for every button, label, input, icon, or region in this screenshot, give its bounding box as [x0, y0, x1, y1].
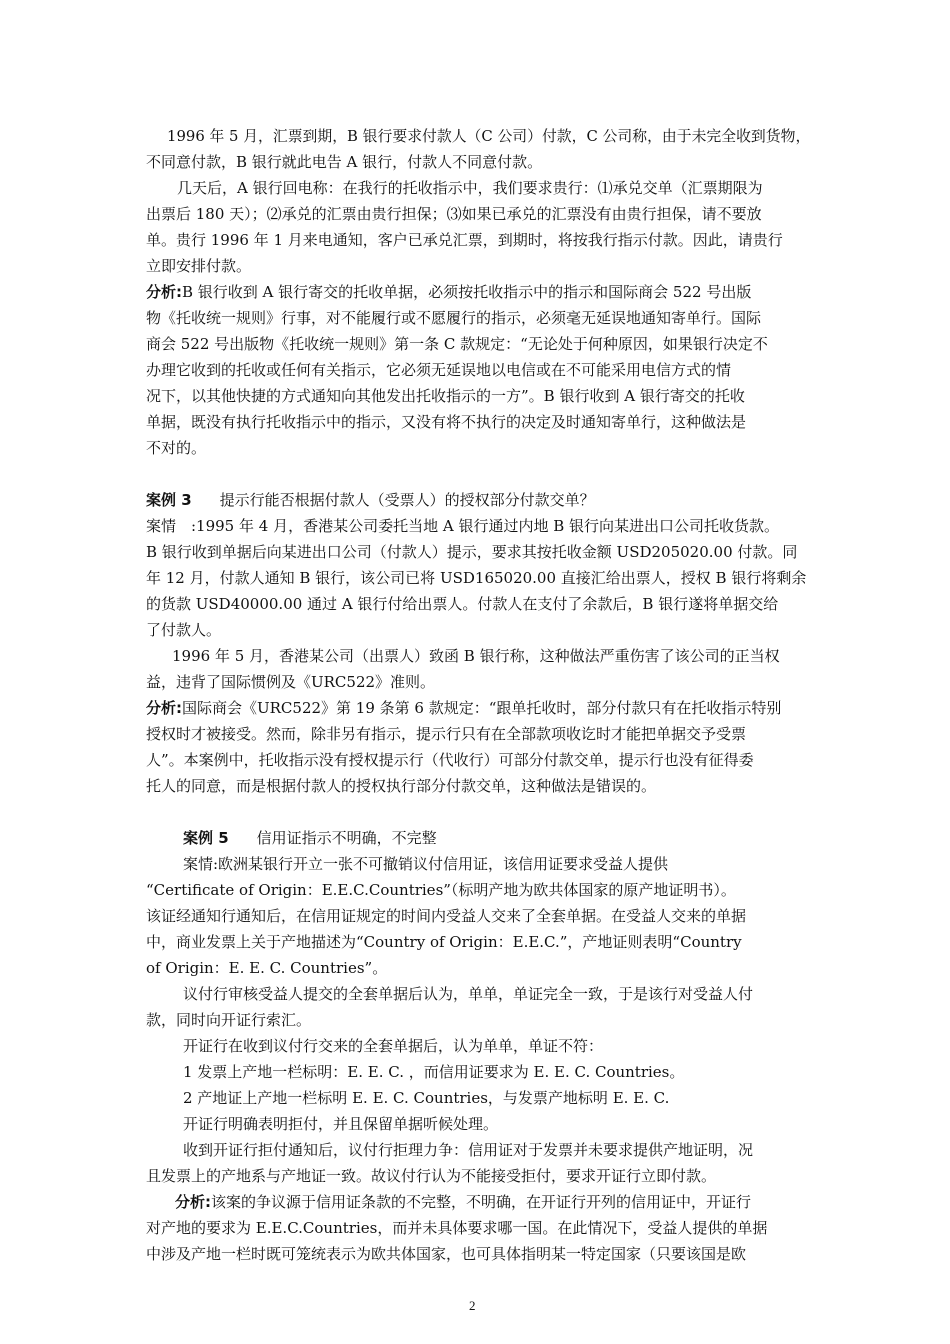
paragraph-line: 1996 年 5 月，汇票到期，B 银行要求付款人（C 公司）付款，C 公司称，由于未完全收到货物， — [167, 127, 811, 145]
case5-heading — [183, 828, 437, 848]
paragraph-line: 且发票上的产地系与产地证一致。故议付行认为不能接受拒付，要求开证行立即付款。 — [146, 1167, 717, 1185]
paragraph-line: 款，同时向开证行索汇。 — [146, 1011, 312, 1029]
paragraph-line: 1996 年 5 月，香港某公司（出票人）致函 B 银行称，这种做法严重伤害了该公司的正当权 — [172, 647, 780, 665]
analysis-line — [146, 698, 781, 718]
paragraph-line: 况下，以其他快捷的方式通知向其他发出托收指示的一方”。B 银行收到 A 银行寄交的托收 — [146, 387, 745, 405]
paragraph-line: B 银行收到单据后向某进出口公司（付款人）提示，要求其按托收金额 USD205020.00 付款。同 — [146, 543, 798, 561]
case-label: 案例 5 — [183, 829, 229, 847]
paragraph-line: 益，违背了国际惯例及《URC522》准则。 — [146, 673, 436, 691]
paragraph-line: “Certificate of Origin：E.E.C.Countries”（标明产地为欧共体国家的原产地证明书）。 — [146, 881, 736, 899]
paragraph-line: 托人的同意，而是根据付款人的授权执行部分付款交单，这种做法是错误的。 — [146, 777, 657, 795]
analysis-label: 分析: — [146, 283, 182, 301]
paragraph-line: 议付行审核受益人提交的全套单据后认为，单单，单证完全一致，于是该行对受益人付 — [183, 985, 754, 1003]
paragraph-line: 几天后，A 银行回电称：在我行的托收指示中，我们要求贵行：⑴承兑交单（汇票期限为 — [177, 179, 763, 197]
paragraph-line: 商会 522 号出版物《托收统一规则》第一条 C 款规定：“无论处于何种原因，如果银行决定不 — [146, 335, 768, 353]
paragraph-line: 案情:欧洲某银行开立一张不可撤销议付信用证，该信用证要求受益人提供 — [183, 855, 669, 873]
paragraph-line: 年 12 月，付款人通知 B 银行，该公司已将 USD165020.00 直接汇给出票人，授权 B 银行将剩余 — [146, 569, 807, 587]
paragraph-line: 该证经通知行通知后，在信用证规定的时间内受益人交来了全套单据。在受益人交来的单据 — [146, 907, 747, 925]
paragraph-line: 物《托收统一规则》行事，对不能履行或不愿履行的指示，必须毫无延误地通知寄单行。国际 — [146, 309, 762, 327]
paragraph-line: 的货款 USD40000.00 通过 A 银行付给出票人。付款人在支付了余款后，B 银行遂将单据交给 — [146, 595, 779, 613]
page-number: 2 — [469, 1298, 476, 1313]
analysis-label: 分析: — [146, 699, 182, 717]
analysis-text: B 银行收到 A 银行寄交的托收单据，必须按托收指示中的指示和国际商会 522 号出版 — [182, 283, 752, 301]
paragraph-line: 开证行明确表明拒付，并且保留单据听候处理。 — [183, 1115, 499, 1133]
paragraph-line: 中涉及产地一栏时既可笼统表示为欧共体国家，也可具体指明某一特定国家（只要该国是欧 — [146, 1245, 747, 1263]
paragraph-line: 不同意付款，B 银行就此电告 A 银行，付款人不同意付款。 — [146, 153, 543, 171]
paragraph-line: 出票后 180 天）；⑵承兑的汇票由贵行担保；⑶如果已承兑的汇票没有由贵行担保，请不要放 — [146, 205, 762, 223]
paragraph-line: of Origin：E. E. C. Countries”。 — [146, 959, 388, 977]
paragraph-line: 案情 :1995 年 4 月，香港某公司委托当地 A 银行通过内地 B 银行向某进出口公司托收货款。 — [146, 517, 780, 535]
case-title: 提示行能否根据付款人（受票人）的授权部分付款交单？ — [219, 491, 595, 509]
paragraph-line: 人”。本案例中，托收指示没有授权提示行（代收行）可部分付款交单，提示行也没有征得委 — [146, 751, 754, 769]
analysis-line — [175, 1192, 751, 1212]
analysis-label: 分析: — [175, 1193, 211, 1211]
paragraph-line: 立即安排付款。 — [146, 257, 252, 275]
case3-heading — [146, 490, 595, 510]
paragraph-line: 对产地的要求为 E.E.C.Countries，而并未具体要求哪一国。在此情况下，受益人提供的单据 — [146, 1219, 768, 1237]
paragraph-line: 开证行在收到议付行交来的全套单据后，认为单单，单证不符： — [183, 1037, 604, 1055]
paragraph-line: 不对的。 — [146, 439, 207, 457]
paragraph-line: 收到开证行拒付通知后，议付行拒理力争：信用证对于发票并未要求提供产地证明，况 — [183, 1141, 754, 1159]
paragraph-line: 办理它收到的托收或任何有关指示，它必须无延误地以电信或在不可能采用电信方式的情 — [146, 361, 732, 379]
case-label: 案例 3 — [146, 491, 192, 509]
list-item: 2 产地证上产地一栏标明 E. E. C. Countries，与发票产地标明 E. E. C. — [183, 1089, 670, 1107]
analysis-line — [146, 282, 751, 302]
analysis-text: 国际商会《URC522》第 19 条第 6 款规定：“跟单托收时，部分付款只有在托收指示特别 — [182, 699, 782, 717]
analysis-text: 该案的争议源于信用证条款的不完整，不明确，在开证行开列的信用证中，开证行 — [211, 1193, 752, 1211]
paragraph-line: 了付款人。 — [146, 621, 222, 639]
paragraph-line: 单据，既没有执行托收指示中的指示，又没有将不执行的决定及时通知寄单行，这种做法是 — [146, 413, 747, 431]
paragraph-line: 单。贵行 1996 年 1 月来电通知，客户已承兑汇票，到期时，将按我行指示付款。因此，请贵行 — [146, 231, 783, 249]
paragraph-line: 中，商业发票上关于产地描述为“Country of Origin：E.E.C.”，产地证则表明“Country — [146, 933, 742, 951]
case-title: 信用证指示不明确，不完整 — [256, 829, 437, 847]
list-item: 1 发票上产地一栏标明：E. E. C. ，而信用证要求为 E. E. C. Countries。 — [183, 1063, 685, 1081]
paragraph-line: 授权时才被接受。然而，除非另有指示，提示行只有在全部款项收讫时才能把单据交予受票 — [146, 725, 747, 743]
